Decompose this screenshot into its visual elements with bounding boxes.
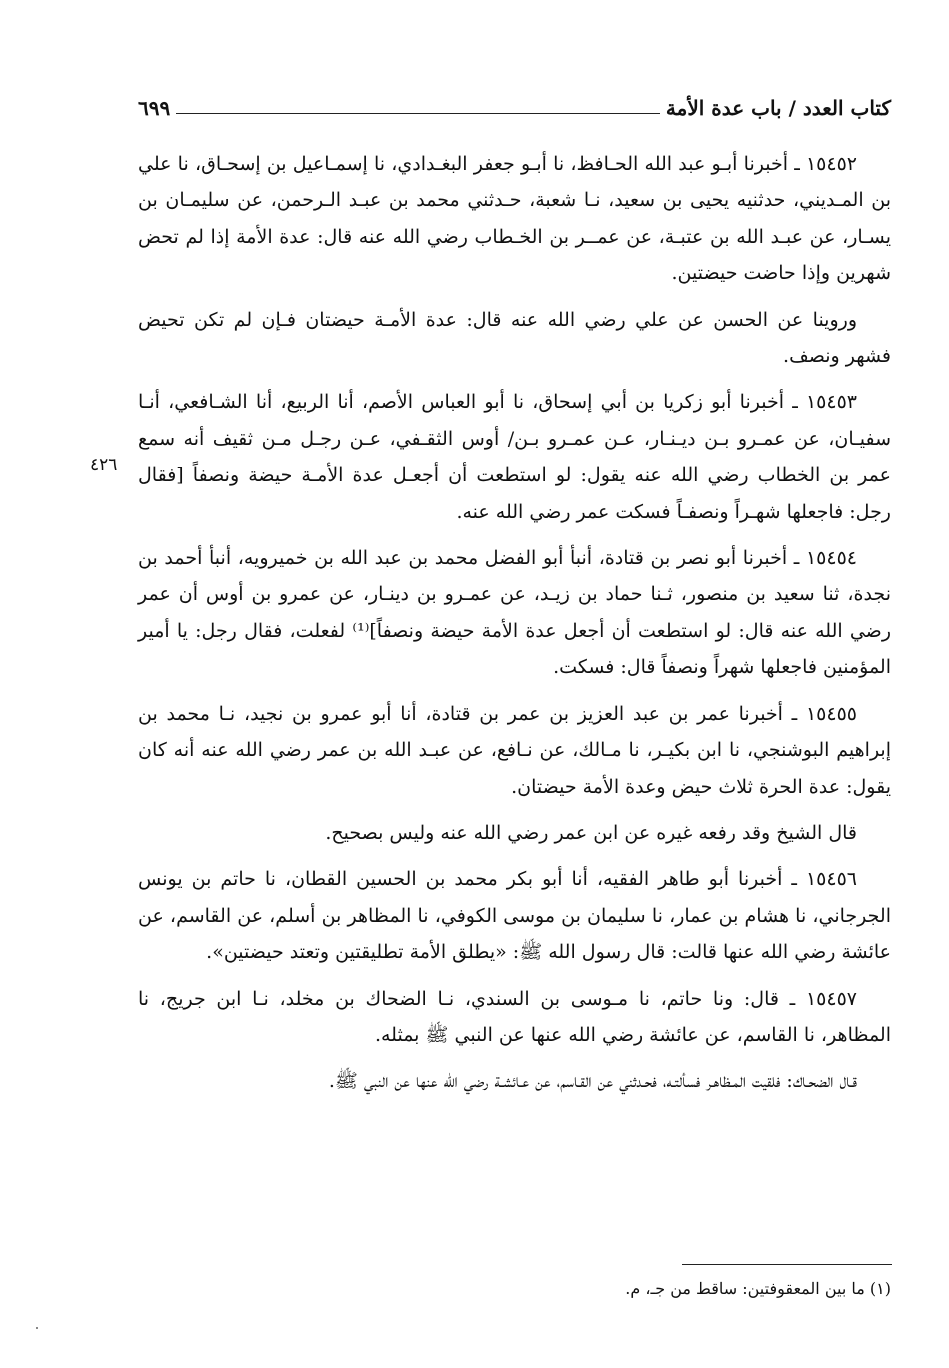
scan-speck — [36, 1327, 38, 1329]
header-rule — [176, 113, 660, 114]
sheikh-comment: قال الشيخ وقد رفعه غيره عن ابن عمر رضي الله عنه وليس بصحيح. — [325, 821, 857, 844]
footnote-divider — [682, 1264, 892, 1265]
running-header — [138, 92, 891, 124]
margin-page-reference: ٤٢٦ — [90, 455, 118, 475]
hadith-10455: ١٥٤٥٥ ـ أخبرنا عمر بن عبد العزيز بن عمر بن قتادة، أنا أبو عمرو بن نجيد، نـا محمد بن إبراهيم البوشنجي، نا ابن بكيـر، نا مـالك، عن نـافع، عن عبـد الله بن عمر رضي الله عنه أنه كان يقول: عدة الحرة ثلاث حيض وعدة الأمة حيضتان. — [138, 702, 891, 798]
narration-paragraph: وروينا عن الحسن عن علي رضي الله عنه قال: عدة الأمـة حيضتان فـإن لم تكن تحيض فشهر ونصف. — [138, 308, 891, 368]
hadith-10454: ١٥٤٥٤ ـ أخبرنا أبو نصر بن قتادة، أنبأ أبو الفضل محمد بن عبد الله بن خميرويه، أنبأ أحمد بن نجدة، ثنا سعيد بن منصور، ثـنا حماد بن زيـد، عن عمـرو بن دينـار، عن عمرو بن أوس أن عمر رضي الله عنه قال: لو استطعت أن أجعل عدة الأمة حيضة ونصفاً]⁽¹⁾ لفعلت، فقال رجل: يا أمير المؤمنين فاجعلها شهراً ونصفاً قال: فسكت. — [138, 547, 891, 679]
page-number: ٦٩٩ — [138, 96, 171, 120]
footnote: (١) ما بين المعقوفتين: ساقط من جـ، م. — [625, 1279, 891, 1298]
hadith-10453: ١٥٤٥٣ ـ أخبرنا أبو زكريا بن أبي إسحاق، نا أبو العباس الأصم، أنا الربيع، أنا الشـافعي، أنـا سفيـان، عن عمـرو بـن ديـنـار، عـن عمـرو بـن/ أوس الثقـفي، عـن رجـل مـن ثقيف أنه سمع عمر بن الخطاب رضي الله عنه يقول: لو استطعت أن أجعـل عدة الأمـة حيضة ونصفاً [فقال رجل: فاجعلها شهـراً ونصفـاً فسكت عمر رضي الله عنه. — [138, 391, 891, 523]
hadith-10457: ١٥٤٥٧ ـ قال: ونا حاتم، نا مـوسى بن السندي، نـا الضحاك بن مخلد، نـا ابن جريج، نا المظاهر، نا القاسم، عن عائشة رضي الله عنها عن النبي ﷺ بمثله. — [138, 987, 891, 1046]
dahhak-comment: قـال الضحـاك: فلقيت المـظاهـر فسألتـه، فحـدثني عن القـاسم، عن عـائشـة رضي الله عنها عن النبي ﷺ. — [328, 1070, 857, 1093]
running-title: كتاب العدد / باب عدة الأمة — [665, 96, 891, 120]
hadith-10456: ١٥٤٥٦ ـ أخبرنا أبو طاهر الفقيه، أنا أبو بكر محمد بن الحسين القطان، نا حاتم بن يونس الجرجاني، نا هشام بن عمار، نا سليمان بن موسى الكوفي، نا المظاهر بن أسلم، عن القاسم، عن عائشة رضي الله عنها قالت: قال رسول الله ﷺ: «يطلق الأمة تطليقتين وتعتد حيضتين». — [138, 868, 891, 964]
page-body — [138, 146, 891, 1106]
hadith-10452: ١٥٤٥٢ ـ أخبرنا أبـو عبد الله الحـافظ، نا أبـو جعفر البغـدادي، نا إسمـاعيل بن إسحـاق، نا علي بن المـديني، حدثنيه يحيى بن سعيد، نـا شعبة، حـدثني محمد بن عبـد الـرحمن، عن سليمـان بن يسـار، عن عبـد الله بن عتبـة، عن عمــر بن الخـطاب رضي الله عنه قال: عدة الأمة إذا لم تحض شهرين وإذا حاضت حيضتين. — [138, 153, 891, 285]
